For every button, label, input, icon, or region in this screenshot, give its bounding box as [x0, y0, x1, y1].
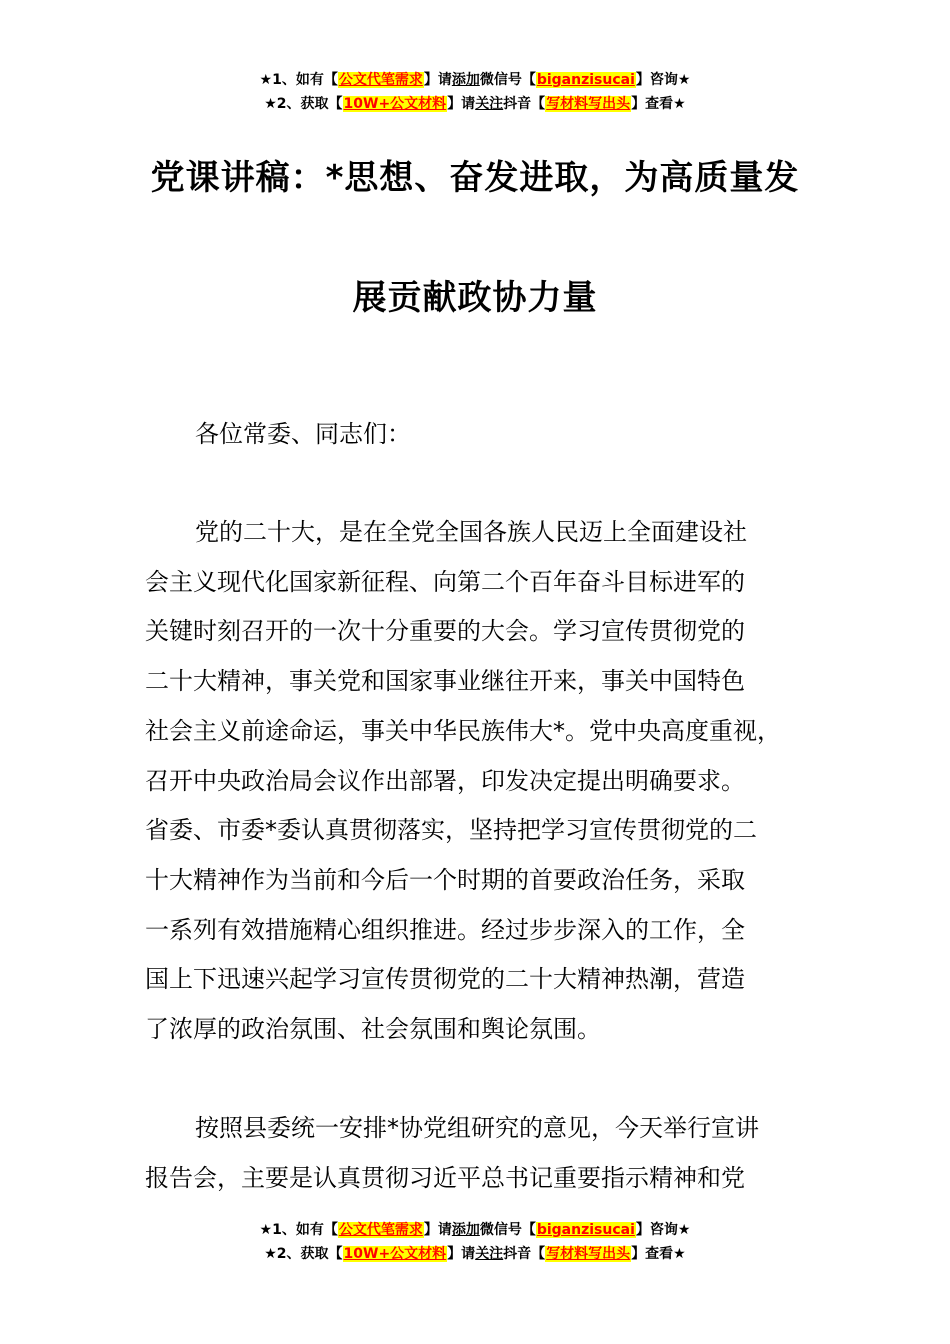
paragraph-line: 会主义现代化国家新征程、向第二个百年奋斗目标进军的	[145, 567, 745, 596]
banner-text: ★2、获取【	[264, 1246, 343, 1262]
banner-underlined-text: 关注	[475, 96, 504, 112]
paragraph-line: 按照县委统一安排*协党组研究的意见，今天举行宣讲	[195, 1114, 759, 1142]
paragraph-line: 一系列有效措施精心组织推进。经过步步深入的工作，全	[145, 915, 745, 944]
banner-underlined-text: 添加	[451, 72, 480, 88]
banner-text: ★2、获取【	[264, 96, 343, 112]
paragraph-line: 了浓厚的政治氛围、社会氛围和舆论氛围。	[145, 1015, 601, 1044]
paragraph-line: 国上下迅速兴起学习宣传贯彻党的二十大精神热潮，营造	[145, 965, 745, 994]
paragraph-line: 省委、市委*委认真贯彻落实，坚持把学习宣传贯彻党的二	[145, 816, 757, 845]
paragraph-line: 报告会，主要是认真贯彻习近平总书记重要指示精神和党	[145, 1163, 745, 1192]
banner-text: 微信号【	[479, 1222, 536, 1238]
banner-wechat-id: biganzisucai	[536, 72, 635, 88]
paragraph-2	[145, 1104, 825, 1203]
banner-highlight: 10W+公文材料	[343, 96, 447, 112]
banner-text: 】请	[447, 96, 476, 112]
banner-text: ★1、如有【	[259, 72, 338, 88]
banner-text: ★1、如有【	[259, 1222, 338, 1238]
banner-text: 】请	[423, 1222, 452, 1238]
banner-text: 抖音【	[503, 96, 546, 112]
paragraph-line: 十大精神作为当前和今后一个时期的首要政治任务，采取	[145, 865, 745, 894]
banner-text: 微信号【	[479, 72, 536, 88]
paragraph-line: 召开中央政治局会议作出部署，印发决定提出明确要求。	[145, 766, 745, 795]
banner-line-1	[0, 1218, 950, 1242]
banner-underlined-text: 添加	[451, 1222, 480, 1238]
banner-text: 】查看★	[631, 96, 686, 112]
banner-line-1	[0, 68, 950, 92]
banner-highlight: 公文代笔需求	[338, 1222, 423, 1238]
banner-douyin-id: 写材料写出头	[546, 96, 631, 112]
banner-douyin-id: 写材料写出头	[546, 1246, 631, 1262]
banner-text: 】请	[447, 1246, 476, 1262]
greeting	[145, 410, 825, 460]
banner-line-2	[0, 92, 950, 116]
banner-text: 】请	[423, 72, 452, 88]
paragraph-1	[145, 508, 825, 1055]
paragraph-line: 党的二十大，是在全党全国各族人民迈上全面建设社	[195, 518, 747, 546]
banner-text: 】咨询★	[635, 72, 691, 88]
banner-line-2	[0, 1242, 950, 1266]
document-title-line-2: 展贡献政协力量	[352, 278, 598, 318]
banner-underlined-text: 关注	[475, 1246, 504, 1262]
banner-highlight: 10W+公文材料	[343, 1246, 447, 1262]
header-banner	[0, 68, 950, 116]
paragraph-line: 关键时刻召开的一次十分重要的大会。学习宣传贯彻党的	[145, 617, 745, 646]
paragraph-line: 二十大精神，事关党和国家事业继往开来，事关中国特色	[145, 667, 745, 696]
banner-text: 】咨询★	[635, 1222, 691, 1238]
banner-text: 】查看★	[631, 1246, 686, 1262]
greeting-text: 各位常委、同志们：	[195, 420, 411, 448]
paragraph-line: 社会主义前途命运，事关中华民族伟大*。党中央高度重视，	[145, 716, 781, 745]
banner-text: 抖音【	[503, 1246, 546, 1262]
banner-wechat-id: biganzisucai	[536, 1222, 635, 1238]
document-title-line-1: 党课讲稿：*思想、奋发进取，为高质量发	[150, 158, 800, 198]
banner-highlight: 公文代笔需求	[338, 72, 423, 88]
footer-banner	[0, 1218, 950, 1266]
